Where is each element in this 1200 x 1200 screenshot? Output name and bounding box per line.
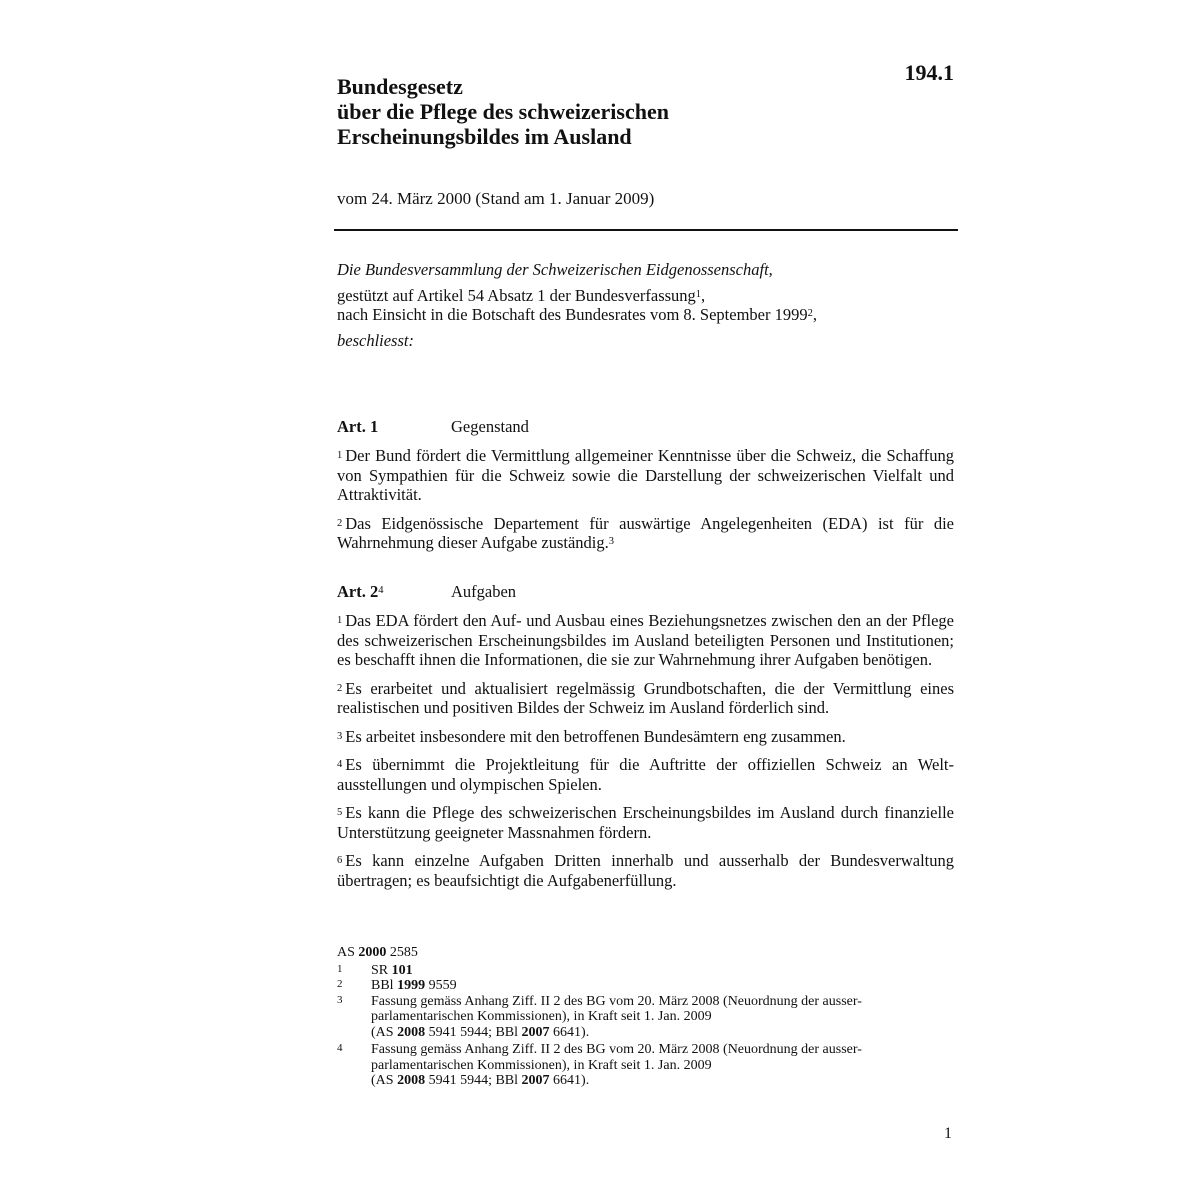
title-line: über die Pflege des schweizerischen [337, 99, 669, 124]
footnote-text [371, 994, 954, 1041]
article-paragraph [337, 446, 954, 505]
law-title [337, 74, 857, 149]
footnote-bold: 2007 [521, 1073, 550, 1088]
footnote-number: 1 [337, 962, 343, 975]
footnote [337, 1042, 954, 1089]
footnote-line: Fassung gemäss Anhang Ziff. II 2 des BG vom 20. März 2008 (Neuordnung der ausser- [371, 993, 862, 1009]
footnote-text [371, 978, 954, 994]
official-compilation-ref [337, 945, 954, 961]
footnote-ref[interactable]: 4 [378, 585, 384, 596]
footnote-text-part: 9559 [425, 978, 457, 993]
paragraph-number: 1 [337, 450, 343, 461]
footnote-text-part: BBl [371, 978, 398, 993]
footnote-ref[interactable]: 1 [695, 289, 702, 300]
footnote-bold: 2007 [521, 1024, 550, 1040]
date-line: vom 24. März 2000 (Stand am 1. Januar 2009) [337, 189, 655, 208]
article-paragraph [337, 851, 954, 890]
footnote-line [371, 1073, 954, 1089]
enacting-authority: Die Bundesversammlung der Schweizerischen Eidgenossenschaft, [337, 260, 773, 279]
footnote-text-part: 5941 5944; BBl [425, 1073, 522, 1088]
article-number-text: Art. 2 [337, 582, 379, 601]
header-divider [334, 229, 958, 231]
paragraph-text: Es erarbeitet und aktualisiert regelmässig Grundbotschaften, die der Vermittlung eines realistischen und positiven Bildes der Schweiz im Ausland förderlich sind. [337, 678, 954, 717]
footnote-bold: 1999 [397, 978, 426, 993]
footnote-text [371, 963, 954, 979]
paragraph-text: Es kann einzelne Aufgaben Dritten innerhalb und ausserhalb der Bundesverwaltung übertragen; es beaufsichtigt die Aufgabenerfüllung. [337, 851, 954, 890]
footnote-text-part: 6641). [549, 1073, 590, 1088]
title-line: Bundesgesetz [337, 74, 463, 99]
legal-basis-text: gestützt auf Artikel 54 Absatz 1 der Bundesverfassung [337, 286, 696, 305]
paragraph-text: Der Bund fördert die Vermittlung allgemeiner Kenntnisse über die Schweiz, die Schaffung von Sympathien für die Schweiz sowie die Darstellung der schweizerischen Vielfalt und Attraktivität. [337, 446, 954, 504]
paragraph-number: 1 [337, 615, 343, 626]
article-paragraph [337, 727, 954, 747]
title-line: Erscheinungsbildes im Ausland [337, 124, 632, 149]
article-number [337, 582, 451, 602]
paragraph-number: 6 [337, 855, 343, 866]
article-number [337, 417, 451, 437]
footnote-line: parlamentarischen Kommissionen), in Kraft seit 1. Jan. 2009 [371, 1057, 712, 1073]
page-number: 1 [944, 1125, 952, 1142]
footnote-bold: 101 [391, 962, 413, 978]
paragraph-number: 4 [337, 759, 343, 770]
footnote-text-part: SR [371, 962, 392, 978]
footnote-bold: 2008 [397, 1073, 426, 1088]
footnote [337, 978, 954, 994]
paragraph-text: Das EDA fördert den Auf- und Ausbau eines Beziehungsnetzes zwischen den an der Pflege des schweizerischen Erscheinungsbildes im Ausland beteiligten Personen und Institutionen; es beschafft ihnen die Informationen, die sie zur Wahrnehmung ihrer Aufgaben benötigen. [337, 611, 954, 669]
article-paragraph [337, 755, 954, 794]
article-title: Aufgaben [451, 582, 517, 601]
paragraph-text: Es übernimmt die Projektleitung für die Auftritte der offiziellen Schweiz an Weltausstellungen und olympischen Spielen. [337, 755, 954, 794]
footnote-line [371, 1025, 954, 1041]
as-prefix: AS [337, 945, 359, 960]
article-1 [337, 417, 954, 562]
article-heading [337, 417, 954, 437]
paragraph-number: 2 [337, 517, 343, 529]
legal-basis-line [337, 305, 954, 324]
page-content [337, 0, 957, 1200]
footnote-number: 2 [337, 978, 343, 990]
footnote-text-part: (AS [371, 1073, 398, 1088]
footnote-number: 4 [337, 1042, 343, 1054]
legal-basis-text: nach Einsicht in die Botschaft des Bundesrates vom 8. September 1999 [337, 305, 808, 324]
article-heading [337, 582, 954, 602]
as-year: 2000 [358, 945, 387, 960]
paragraph-text: Es arbeitet insbesondere mit den betroffenen Bundesämtern eng zusammen. [345, 726, 846, 746]
footnote [337, 994, 954, 1041]
article-paragraph [337, 679, 954, 718]
paragraph-number: 5 [337, 807, 343, 818]
sr-number: 194.1 [904, 60, 954, 85]
paragraph-number: 3 [337, 730, 343, 742]
footnote-text-part: (AS [371, 1024, 398, 1040]
paragraph-text: Das Eidgenössische Departement für auswärtige Angelegenheiten (EDA) ist für die Wahrnehmung dieser Aufgabe zuständig. [337, 513, 954, 552]
paragraph-number: 2 [337, 682, 343, 694]
legal-basis-line [337, 286, 954, 305]
footnote-text-part: 5941 5944; BBl [425, 1024, 522, 1040]
article-paragraph [337, 803, 954, 842]
footnote [337, 963, 954, 979]
footnote-text [371, 1042, 954, 1089]
article-title: Gegenstand [451, 417, 529, 436]
as-page: 2585 [386, 945, 418, 960]
footnotes [337, 945, 954, 1089]
footnote-number: 3 [337, 993, 343, 1006]
paragraph-text: Es kann die Pflege des schweizerischen Erscheinungsbildes im Ausland durch finanzielle Unterstützung geeigneter Massnahmen fördern. [337, 803, 954, 842]
article-2 [337, 582, 954, 899]
article-paragraph [337, 611, 954, 670]
footnote-bold: 2008 [397, 1024, 426, 1040]
footnote-line: Fassung gemäss Anhang Ziff. II 2 des BG vom 20. März 2008 (Neuordnung der ausser- [371, 1042, 862, 1057]
footnote-ref[interactable]: 2 [807, 308, 813, 319]
decision-formula: beschliesst: [337, 331, 414, 350]
footnote-text-part: 6641). [549, 1024, 590, 1040]
preamble [337, 260, 954, 350]
punctuation: , [701, 286, 706, 305]
footnote-line: parlamentarischen Kommissionen), in Kraft seit 1. Jan. 2009 [371, 1009, 712, 1024]
punctuation: , [812, 305, 817, 324]
article-number-text: Art. 1 [337, 417, 379, 436]
article-paragraph [337, 514, 954, 553]
footnote-ref[interactable]: 3 [608, 536, 615, 547]
